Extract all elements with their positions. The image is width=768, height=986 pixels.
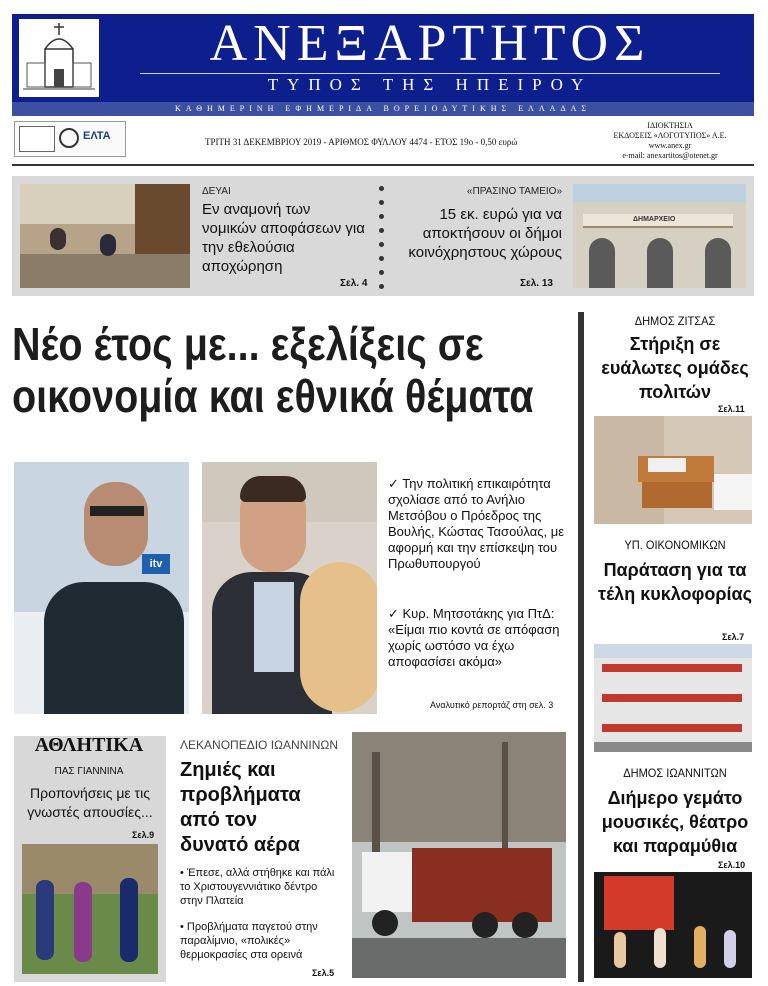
lead-bullet: ✓ Την πολιτική επικαιρότητα σχολίασε από το Ανήλιο Μετσόβου ο Πρόεδρος της Βουλής, Κώστας Τασούλας, με αφορμή και την επίσκεψη του Πρωθυπουργού: [388, 476, 565, 571]
divider: [12, 164, 754, 166]
right-story-label: ΔΗΜΟΣ ΖΙΤΣΑΣ: [634, 314, 716, 328]
town-hall-sign: ΔΗΜΑΡΧΕΙΟ: [633, 216, 676, 223]
publisher-info: [585, 121, 755, 161]
postage-box: [14, 121, 126, 157]
dot-separator: [379, 270, 384, 275]
newspaper-subtitle: ΤΥΠΟΣ ΤΗΣ ΗΠΕΙΡΟΥ: [267, 75, 593, 94]
right-story-headline[interactable]: Διήμερο γεμάτο μουσικές, θέατρο και παραμύθια: [601, 788, 749, 856]
dot-separator: [379, 242, 384, 247]
tasoulas-photo: [14, 462, 189, 714]
sports-label: ΠΑΣ ΓΙΑΝΝΙΝΑ: [54, 766, 124, 777]
teaser-label: ΔΕΥΑΙ: [202, 186, 231, 197]
church-logo: [18, 18, 100, 98]
theatre-photo: [594, 872, 752, 978]
owner-web: www.anex.gr: [648, 141, 692, 150]
weather-page-ref: Σελ.5: [312, 968, 335, 978]
right-story-label: ΥΠ. ΟΙΚΟΝΟΜΙΚΩΝ: [624, 538, 726, 552]
lead-page-ref: Αναλυτικό ρεπορτάζ στη σελ. 3: [430, 700, 554, 710]
sports-headline[interactable]: Προπονήσεις με τις γνωστές απουσίες...: [27, 785, 153, 820]
weather-headline[interactable]: Ζημιές και προβλήματα από τον δυνατό αέρα: [180, 759, 301, 856]
right-story-label: ΔΗΜΟΣ ΙΩΑΝΝΙΤΩΝ: [623, 766, 727, 780]
mitsotakis-photo: [202, 462, 377, 714]
elta-logo: ΕΛΤΑ: [83, 130, 111, 142]
teaser-headline[interactable]: 15 εκ. ευρώ για να αποκτήσουν οι δήμοι κοινόχρηστους χώρους: [408, 206, 562, 261]
right-story-headline[interactable]: Παράταση για τα τέλη κυκλοφορίας: [598, 560, 752, 604]
lead-headline-line2: οικονομία και εθνικά θέματα: [12, 370, 534, 422]
town-hall-photo: [573, 184, 746, 288]
food-boxes-photo: [594, 416, 752, 524]
lead-bullet: ✓ Κυρ. Μητσοτάκης για ΠτΔ: «Είμαι πιο κοντά σε απόφαση χωρίς ωστόσο να έχω αποφασίσει ακόμα»: [388, 606, 560, 669]
teaser-label: «ΠΡΑΣΙΝΟ ΤΑΜΕΙΟ»: [466, 186, 562, 197]
owner-email: e-mail: anexartitos@otenet.gr: [622, 151, 718, 160]
dateline: ΤΡΙΤΗ 31 ΔΕΚΕΜΒΡΙΟΥ 2019 - ΑΡΙΘΜΟΣ ΦΥΛΛΟΥ 4474 - ΕΤΟΣ 19ο - 0,50 ευρώ: [205, 137, 518, 147]
dot-separator: [379, 200, 384, 205]
owner-line1: ΙΔΙΟΚΤΗΣΙΑ: [647, 121, 693, 130]
teaser-page-ref: Σελ. 4: [340, 278, 368, 289]
ministry-building-photo: [594, 644, 752, 752]
newspaper-strapline: ΚΑΘΗΜΕΡΙΝΗ ΕΦΗΜΕΡΙΔΑ ΒΟΡΕΙΟΔΥΤΙΚΗΣ ΕΛΛΑΔΑΣ: [12, 102, 754, 116]
teaser-page-ref: Σελ. 13: [520, 278, 553, 289]
sports-page-ref: Σελ.9: [132, 830, 155, 840]
dot-separator: [379, 256, 384, 261]
newspaper-title: ΑΝΕΞΑΡΤΗΤΟΣ: [209, 15, 651, 72]
snow-truck-photo: [352, 732, 566, 978]
dot-separator: [379, 214, 384, 219]
lead-headline-line1: Νέο έτος με... εξελίξεις σε: [12, 318, 484, 370]
elta-seal-icon: [59, 128, 79, 148]
itv-microphone: itv: [142, 554, 170, 574]
teaser-headline[interactable]: Εν αναμονή των νομικών αποφάσεων για την εθελούσια αποχώρηση: [202, 201, 365, 275]
sports-section-title: ΑΘΛΗΤΙΚΑ: [34, 734, 144, 756]
column-rule: [578, 312, 584, 982]
right-story-page-ref: Σελ.11: [718, 404, 745, 414]
weather-bullet: • Προβλήματα παγετού στην παραλίμνιο, «πολικές» θερμοκρασίες στα ορεινά: [180, 921, 318, 961]
right-story-page-ref: Σελ.7: [722, 632, 745, 642]
title-rule: [140, 73, 720, 74]
dot-separator: [379, 228, 384, 233]
postage-stamp: [19, 126, 55, 152]
football-training-photo: [22, 844, 158, 974]
right-story-headline[interactable]: Στήριξη σε ευάλωτες ομάδες πολιτών: [601, 334, 749, 402]
dot-separator: [379, 284, 384, 289]
lead-headline[interactable]: [12, 318, 534, 422]
right-story-page-ref: Σελ.10: [718, 860, 746, 870]
dot-separator: [379, 186, 384, 191]
owner-line2: ΕΚΔΟΣΕΙΣ «ΛΟΓΟΤΥΠΟΣ» Α.Ε.: [613, 131, 727, 140]
weather-bullet: • Έπεσε, αλλά στήθηκε και πάλι το Χριστουγεννιάτικο δέντρο στην Πλατεία: [180, 867, 335, 907]
office-photo: [20, 184, 190, 288]
weather-label: ΛΕΚΑΝΟΠΕΔΙΟ ΙΩΑΝΝΙΝΩΝ: [180, 738, 338, 752]
